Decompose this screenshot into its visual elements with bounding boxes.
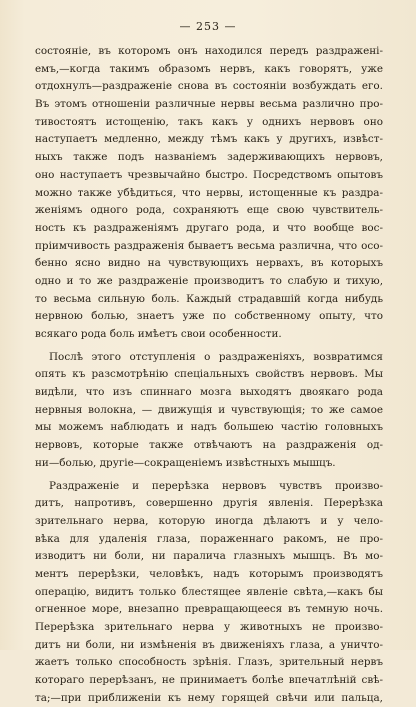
- text-line: ныхъ также подъ названiемъ задерживающихъ нервовъ,: [35, 149, 383, 167]
- paragraph-3: [35, 478, 383, 707]
- text-line: прiимчивость раздраженiя бываетъ весьма различна, что осо-: [35, 238, 383, 256]
- text-line: наступаетъ медленно, между тѣмъ какъ у другихъ, извѣст-: [35, 131, 383, 149]
- text-line: жаетъ только способность зрѣнiя. Глазъ, зрительный нервъ: [35, 654, 383, 672]
- text-line: Раздраженiе и перерѣзка нервовъ чувствъ произво-: [35, 478, 383, 496]
- text-line: женiямъ одного рода, сохраняютъ еще свою чувствитель-: [35, 202, 383, 220]
- text-line: то весьма сильную боль. Каждый страдавшiй когда нибудь: [35, 291, 383, 309]
- text-line: Перерѣзка зрительнаго нерва у животныхъ не произво-: [35, 619, 383, 637]
- text-line: та;—при приближенiи къ нему горящей свѣчи или пальца,: [35, 690, 383, 707]
- text-line: нервныя волокна, — движущiя и чувствующiя; то же самое: [35, 402, 383, 420]
- text-line: зрительнаго нерва, которую иногда дѣлаютъ и у чело-: [35, 513, 383, 531]
- text-line: одно и то же раздраженiе производитъ то слабую и тихую,: [35, 273, 383, 291]
- text-line: Послѣ этого отступленiя о раздраженiяхъ, возвратимся: [35, 349, 383, 367]
- text-line: видѣли, что изъ спиннаго мозга выходятъ двоякаго рода: [35, 384, 383, 402]
- text-line: ни—болью, другiе—сокращенiемъ извѣстныхъ мышцъ.: [35, 455, 383, 473]
- paragraph-2: [35, 349, 383, 473]
- text-line: опять къ разсмотрѣнiю спецiальныхъ свойствъ нервовъ. Мы: [35, 366, 383, 384]
- text-line: можно также убѣдиться, что нервы, истощенные къ раздра-: [35, 185, 383, 203]
- text-line: состоянiе, въ которомъ онъ находился передъ раздраженi-: [35, 43, 383, 61]
- body-text: [35, 43, 383, 707]
- text-line: нервовъ, которые также отвѣчаютъ на раздраженiя од-: [35, 437, 383, 455]
- text-line: ментъ перерѣзки, человѣкъ, надъ которымъ производятъ: [35, 566, 383, 584]
- text-line: огненное море, внезапно превращающееся въ темную ночь.: [35, 601, 383, 619]
- text-line: мы можемъ наблюдать и надъ большею частiю головныхъ: [35, 419, 383, 437]
- text-line: емъ,—когда такимъ образомъ нервъ, какъ говорятъ, уже: [35, 61, 383, 79]
- text-line: Въ этомъ отношенiи различные нервы весьма различно про-: [35, 96, 383, 114]
- text-line: всякаго рода боль имѣетъ свои особенности.: [35, 326, 383, 344]
- text-line: тивостоятъ истощенiю, такъ какъ у однихъ нервовъ оно: [35, 114, 383, 132]
- text-line: отдохнулъ—раздраженiе снова въ состоянiи возбуждать его.: [35, 78, 383, 96]
- text-line: вѣка для удаленiя глаза, пораженнаго ракомъ, не про-: [35, 531, 383, 549]
- text-line: оно наступаетъ чрезвычайно быстро. Посредствомъ опытовъ: [35, 167, 383, 185]
- page-number: — 253 —: [0, 20, 416, 33]
- text-line: операцiю, видитъ только блестящее явленiе свѣта,—какъ бы: [35, 584, 383, 602]
- text-line: ность къ раздраженiямъ другаго рода, и что вообще вос-: [35, 220, 383, 238]
- text-line: котораго перерѣзанъ, не принимаетъ болѣе впечатлѣнiй свѣ-: [35, 672, 383, 690]
- text-line: бенно ясно видно на чувствующихъ нервахъ, въ которыхъ: [35, 255, 383, 273]
- paragraph-1: [35, 43, 383, 344]
- text-line: дитъ ни боли, ни измѣненiя въ движенiяхъ глаза, а уничто-: [35, 637, 383, 655]
- text-line: изводитъ ни боли, ни паралича глазныхъ мышцъ. Въ мо-: [35, 548, 383, 566]
- text-line: нервною болью, знаетъ уже по собственному опыту, что: [35, 308, 383, 326]
- text-line: дитъ, напротивъ, совершенно другiя явленiя. Перерѣзка: [35, 495, 383, 513]
